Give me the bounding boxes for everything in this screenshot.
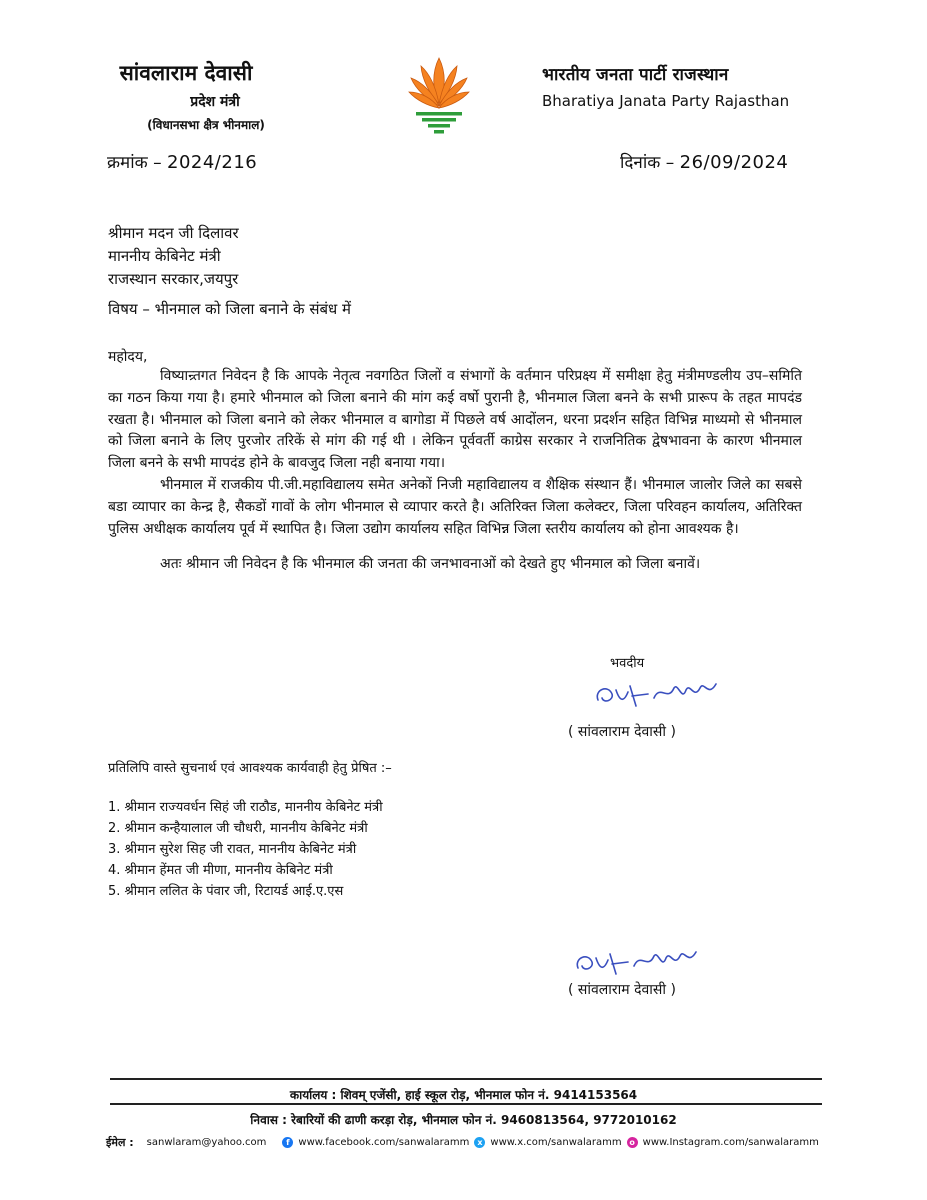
- party-name-hindi: भारतीय जनता पार्टी राजस्थान: [542, 65, 729, 85]
- list-item: 4. श्रीमान हेंमत जी मीणा, माननीय केबिनेट मंत्री: [108, 863, 333, 878]
- instagram-link[interactable]: www.Instagram.com/sanwalaramm: [642, 1137, 819, 1148]
- salutation: महोदय,: [108, 349, 148, 365]
- cc-title: प्रतिलिपि वास्ते सुचनार्थ एवं आवश्यक कार्यवाही हेतु प्रेषित :–: [108, 761, 392, 776]
- list-item: 3. श्रीमान सुरेश सिह जी रावत, माननीय केबिनेट मंत्री: [108, 842, 357, 857]
- reference-date-value: 26/09/2024: [679, 152, 789, 173]
- signatory-name: ( सांवलाराम देवासी ): [568, 724, 676, 740]
- footer-contacts: [106, 1135, 819, 1150]
- list-item: 5. श्रीमान ललित के पंवार जी, रिटायर्ड आई.ए.एस: [108, 884, 344, 899]
- footer-office: कार्यालय : शिवम् एजेंसी, हाई स्कूल रोड़, भीनमाल फोन नं. 9414153564: [289, 1088, 638, 1102]
- letter-body: [108, 366, 802, 576]
- body-paragraph-1: विष्यान्र्तगत निवेदन है कि आपके नेतृत्व नवगठित जिलों व संभागों के वर्तमान परिप्रक्ष्य में समीक्षा हेतु मंत्रीमण्डलीय उप–समिति का गठन किया गया है। हमारे भीनमाल को जिला बनाने की मांग कई वर्षो पुरानी है, भीनमाल जिला बनने के सभी प्रारूप के तहत मापदंड रखता है। भीनमाल को जिला बनाने को लेकर भीनमाल व बागोडा में पिछले वर्ष आदोंलन, धरना प्रदर्शन सहित विभिन्न माध्यमो से भीनमाल को जिला बनाने के लिए पुरजोर तरिकें से मांग की गई थी । लेकिन पूर्ववर्ती काग्रेस सरकार ने राजनितिक द्वेषभावना के कारण भीनमाल जिला बनने के सभी मापदंड होने के बावजुद जिला नही बनाया गया।: [108, 368, 802, 472]
- reference-number-label: क्रमांक –: [107, 153, 162, 173]
- recipient-line-3: राजस्थान सरकार,जयपुर: [108, 270, 239, 288]
- reference-number: [107, 150, 257, 173]
- body-paragraph-3: अतः श्रीमान जी निवेदन है कि भीनमाल की जनता की जनभावनाओं को देखते हुए भीनमाल को जिला बनावें।: [160, 556, 701, 573]
- recipient-address: [108, 222, 239, 291]
- reference-number-value: 2024/216: [167, 152, 258, 173]
- twitter-link[interactable]: www.x.com/sanwalaramm: [490, 1137, 622, 1148]
- party-name-english: Bharatiya Janata Party Rajasthan: [542, 92, 790, 110]
- recipient-line-1: श्रीमान मदन जी दिलावर: [108, 224, 239, 242]
- reference-date-label: दिनांक –: [620, 153, 675, 173]
- signature-icon: [590, 672, 740, 712]
- reference-date: [620, 150, 788, 173]
- body-paragraph-2: भीनमाल में राजकीय पी.जी.महाविद्यालय समेत अनेकों निजी महाविद्यालय व शैक्षिक संस्थान हैं। भीनमाल जालोर जिले का सबसे बडा व्यापार का केन्द्र है, सैकडों गावों के लोग भीनमाल से व्यापार करते है। अतिरिक्त जिला कलेक्टर, जिला परिवहन कार्यालय, अतिरिक्त पुलिस अधीक्षक कार्यालय पूर्व में स्थापित है। जिला उद्योग कार्यालय सहित विभिन्न जिला स्तरीय कार्यालय को होना आवश्यक है।: [108, 476, 802, 537]
- list-item: 2. श्रीमान कन्हैयालाल जी चौधरी, माननीय केबिनेट मंत्री: [108, 821, 368, 836]
- cc-signatory-name: ( सांवलाराम देवासी ): [568, 982, 676, 998]
- email-link[interactable]: sanwlaram@yahoo.com: [146, 1137, 267, 1148]
- twitter-icon: x: [474, 1137, 485, 1148]
- sender-name: सांवलाराम देवासी: [119, 61, 253, 85]
- lotus-logo-icon: [408, 54, 470, 136]
- footer-divider: [110, 1103, 822, 1105]
- closing-label: भवदीय: [610, 656, 645, 671]
- facebook-icon: f: [282, 1137, 293, 1148]
- footer-divider: [110, 1078, 822, 1080]
- list-item: 1. श्रीमान राज्यवर्धन सिहं जी राठौड, माननीय केबिनेट मंत्री: [108, 800, 383, 815]
- letterhead-right: [542, 62, 789, 110]
- letterhead-left: [0, 60, 372, 133]
- recipient-line-2: माननीय केबिनेट मंत्री: [108, 247, 221, 265]
- signature-icon: [570, 940, 720, 980]
- facebook-link[interactable]: www.facebook.com/sanwalaramm: [298, 1137, 470, 1148]
- email-label: ईमेल :: [106, 1136, 134, 1149]
- sender-constituency: (विधानसभा क्षैत्र भीनमाल): [147, 118, 265, 132]
- instagram-icon: o: [627, 1137, 638, 1148]
- cc-list: [108, 797, 383, 902]
- subject-line: विषय – भीनमाल को जिला बनाने के संबंध में: [108, 300, 352, 318]
- sender-post: प्रदेश मंत्री: [190, 94, 240, 110]
- footer-residence: निवास : रेबारियों की ढाणी करड़ा रोड़, भीनमाल फोन नं. 9460813564, 9772010162: [250, 1113, 677, 1127]
